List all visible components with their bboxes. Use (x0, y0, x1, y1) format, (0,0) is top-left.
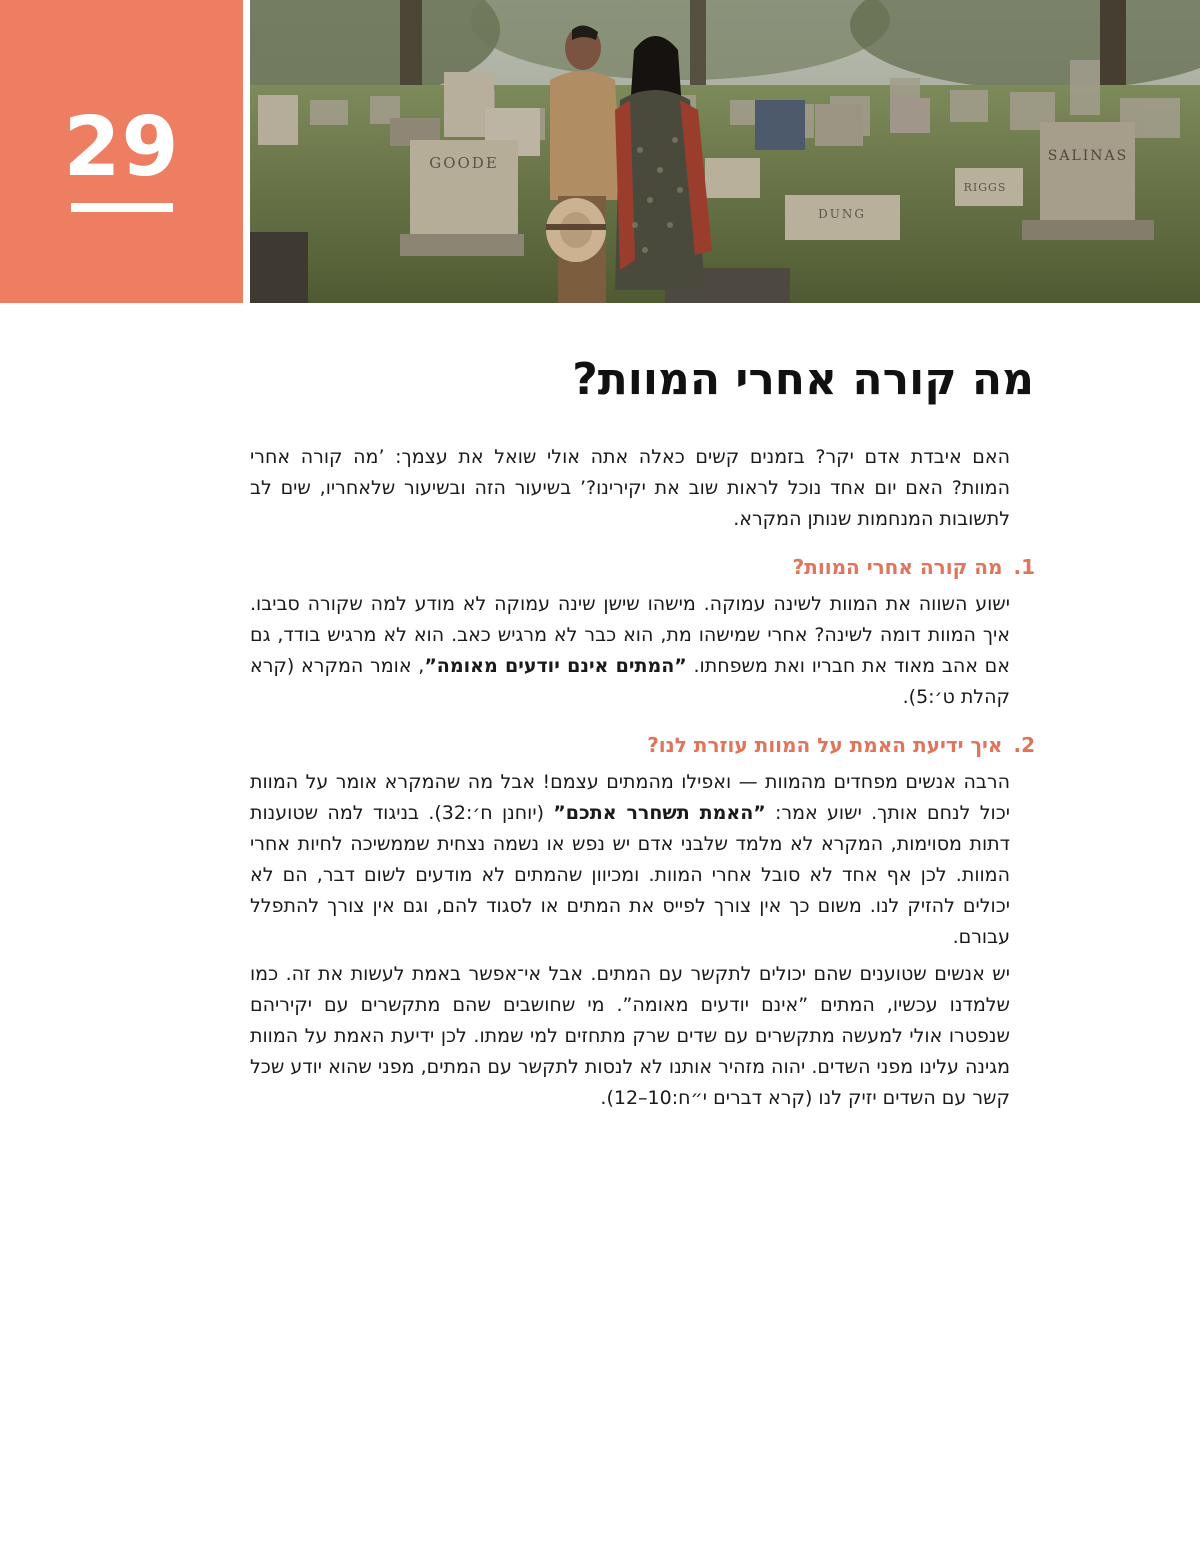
lesson-number: 29 (63, 100, 180, 195)
intro-paragraph: האם איבדת אדם יקר? בזמנים קשים כאלה אתה אולי שואל את עצמך: ’מה קורה אחרי המוות? האם יום אחד נוכל לראות שוב את יקירינו?’ בשיעור הזה ובשיעור שלאחריו, שים לב לתשובות המנחמות שנותן המקרא. (250, 446, 1010, 530)
headstone-salinas: SALINAS (1047, 148, 1129, 164)
section-2-heading (250, 731, 1035, 759)
section-1-number: 1. (1013, 555, 1035, 579)
section-2-quote: ”האמת תשחרר אתכם” (553, 802, 766, 824)
section-1-text-a: ישוע השווה את המוות לשינה עמוקה. מישהו שישן שינה עמוקה לא מודע למה שקורה סביבו. איך המוות דומה לשינה? אחרי שמישהו מת, הוא כבר לא מרגיש כאב. הוא לא מרגיש בודד, גם אם אהב מאוד את חבריו ואת משפחתו. (250, 593, 1010, 677)
lesson-number-underline (71, 203, 173, 212)
headstone-dung: DUNG (818, 207, 866, 221)
section-2-heading-text: איך ידיעת האמת על המוות עוזרת לנו? (647, 733, 1003, 757)
section-2-paragraph-2: יש אנשים שטוענים שהם יכולים לתקשר עם המתים. אבל אי־אפשר באמת לעשות את זה. כמו שלמדנו עכשיו, המתים ”אינם יודעים מאומה”. מי שחושבים שהם מתקשרים עם יקיריהם שנפטרו אולי למעשה מתקשרים עם שדים שרק מתחזים למי שמתו. לכן ידיעת האמת על המוות מגינה עלינו מפני השדים. יהוה מזהיר אותנו לא לנסות לתקשר עם המתים, מפני שהוא יודע שכל קשר עם השדים יזיק לנו (קרא דברים י״ח:10–12). (250, 963, 1010, 1109)
section-2-paragraph-1 (250, 767, 1010, 953)
section-1-paragraph (250, 589, 1010, 713)
lesson-number-block (0, 0, 243, 303)
section-2-text-a: הרבה אנשים מפחדים מהמוות — ואפילו מהמתים עצמם! אבל מה שהמקרא אומר על המוות יכול לנחם אותך. ישוע אמר: (250, 771, 1010, 824)
headstone-goode: GOODE (429, 154, 499, 172)
page-title: מה קורה אחרי המוות? (572, 354, 1034, 405)
lesson-content (250, 442, 1035, 1120)
section-1-text-b: , אומר המקרא (קרא קהלת ט׳:5). (250, 655, 1010, 708)
section-1-heading-text: מה קורה אחרי המוות? (792, 555, 1003, 579)
headstone-riggs: RIGGS (963, 181, 1007, 194)
section-1-quote: ”המתים אינם יודעים מאומה” (424, 655, 687, 677)
section-1-heading (250, 553, 1035, 581)
section-2-number: 2. (1013, 733, 1035, 757)
cemetery-photo (250, 0, 1200, 303)
section-2-text-b: (יוחנן ח׳:32). בניגוד למה שטוענות דתות מסוימות, המקרא לא מלמד שלבני אדם יש נפש או נשמה נצחית שממשיכה לחיות אחרי המוות. לכן אף אחד לא סובל אחרי המוות. ומכיוון שהמתים לא מודעים לשום דבר, הם לא יכולים להזיק לנו. משום כך אין צורך לפייס את המתים או לסגוד להם, וגם אין צורך להתפלל עבורם. (250, 802, 1010, 948)
